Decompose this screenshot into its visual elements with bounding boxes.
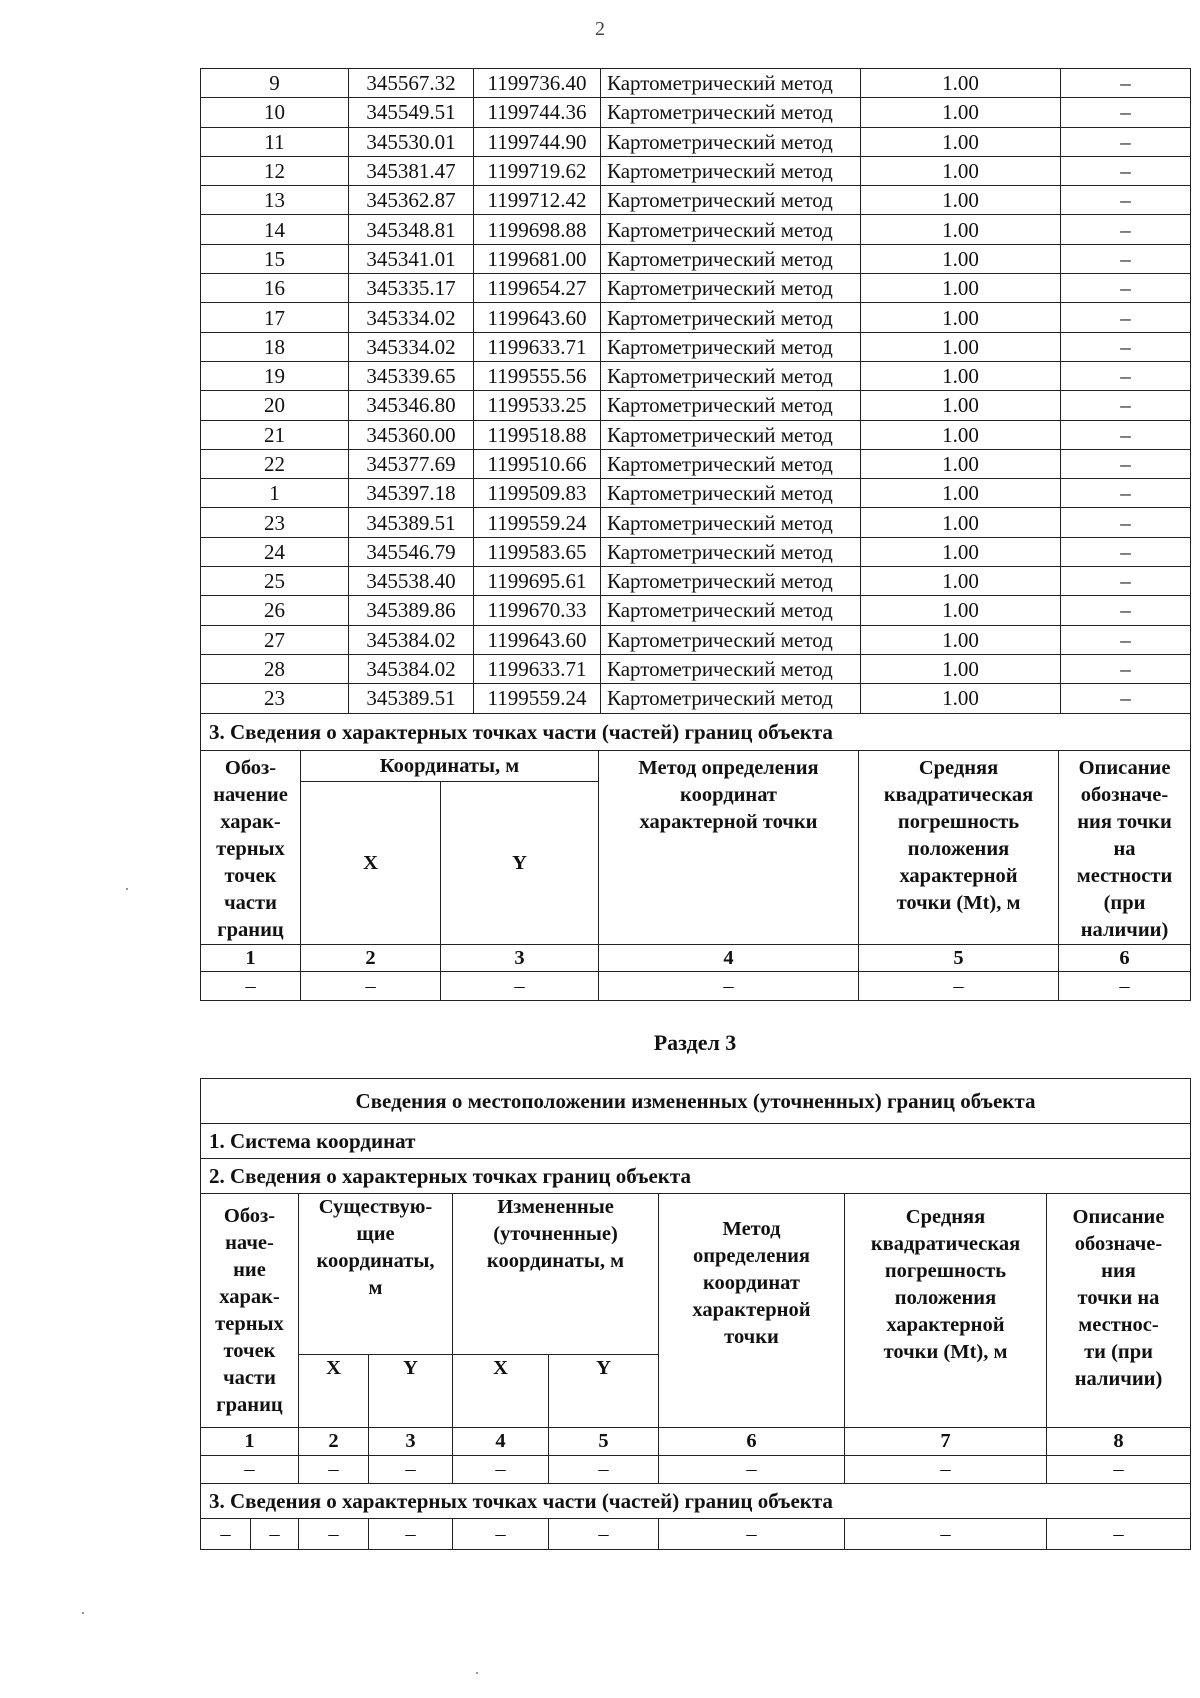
error: 1.00 [861, 420, 1061, 449]
parts-points-table [200, 750, 1191, 1001]
coord-y: 1199681.00 [474, 244, 601, 273]
error: 1.00 [861, 156, 1061, 185]
point-number: 15 [201, 244, 349, 273]
empty-cell: – [549, 1456, 659, 1484]
empty-cell: – [201, 1456, 299, 1484]
coord-x: 345334.02 [349, 332, 474, 361]
coord-y: 1199719.62 [474, 156, 601, 185]
coord-y: 1199559.24 [474, 684, 601, 713]
section-3-title: 3. Сведения о характерных точках части (частей) границ объекта [201, 713, 1191, 750]
description: – [1061, 479, 1191, 508]
coordinate-row [201, 479, 1191, 508]
error: 1.00 [861, 361, 1061, 390]
empty-cell: – [1047, 1519, 1191, 1550]
point-number: 22 [201, 449, 349, 478]
error: 1.00 [861, 684, 1061, 713]
method: Картометрический метод [601, 625, 861, 654]
column-number: 4 [599, 945, 859, 972]
coord-x: 345546.79 [349, 537, 474, 566]
coord-x: 345362.87 [349, 186, 474, 215]
column-number: 1 [201, 945, 301, 972]
coord-y: 1199654.27 [474, 274, 601, 303]
description: – [1061, 625, 1191, 654]
error: 1.00 [861, 332, 1061, 361]
coordinate-row [201, 244, 1191, 273]
method: Картометрический метод [601, 69, 861, 98]
coordinate-row [201, 274, 1191, 303]
coordinate-row [201, 449, 1191, 478]
method: Картометрический метод [601, 567, 861, 596]
method: Картометрический метод [601, 449, 861, 478]
column-number: 3 [441, 945, 599, 972]
coordinate-row [201, 420, 1191, 449]
coord-y: 1199643.60 [474, 303, 601, 332]
parts-header-row [201, 751, 1191, 782]
coord-y: 1199555.56 [474, 361, 601, 390]
coord-y: 1199698.88 [474, 215, 601, 244]
method: Картометрический метод [601, 156, 861, 185]
empty-cell: – [453, 1456, 549, 1484]
point-number: 28 [201, 654, 349, 683]
t2-parts-empty-row [201, 1519, 1191, 1550]
empty-cell: – [659, 1456, 845, 1484]
description: – [1061, 69, 1191, 98]
point-number: 20 [201, 391, 349, 420]
description: – [1061, 215, 1191, 244]
header-y: Y [441, 782, 599, 945]
empty-cell: – [845, 1519, 1047, 1550]
coordinate-row [201, 332, 1191, 361]
coord-y: 1199744.36 [474, 98, 601, 127]
coord-y: 1199510.66 [474, 449, 601, 478]
empty-cell: – [251, 1519, 299, 1550]
description: – [1061, 449, 1191, 478]
point-number: 9 [201, 69, 349, 98]
column-number: 6 [1059, 945, 1191, 972]
error: 1.00 [861, 596, 1061, 625]
t2-header-x2: X [453, 1355, 549, 1428]
point-number: 23 [201, 684, 349, 713]
method: Картометрический метод [601, 274, 861, 303]
changed-boundaries-table [200, 1078, 1191, 1550]
description: – [1061, 420, 1191, 449]
empty-cell: – [453, 1519, 549, 1550]
method: Картометрический метод [601, 420, 861, 449]
description: – [1061, 274, 1191, 303]
coord-x: 345360.00 [349, 420, 474, 449]
error: 1.00 [861, 186, 1061, 215]
coord-x: 345397.18 [349, 479, 474, 508]
coordinate-row [201, 508, 1191, 537]
coord-x: 345384.02 [349, 654, 474, 683]
empty-cell: – [659, 1519, 845, 1550]
coord-system-label: 1. Система координат [201, 1124, 1191, 1159]
coordinate-row [201, 391, 1191, 420]
description: – [1061, 98, 1191, 127]
empty-cell: – [599, 972, 859, 1001]
error: 1.00 [861, 244, 1061, 273]
description: – [1061, 156, 1191, 185]
empty-cell: – [299, 1456, 369, 1484]
error: 1.00 [861, 274, 1061, 303]
point-number: 25 [201, 567, 349, 596]
point-number: 13 [201, 186, 349, 215]
header-description: Описание обозначе- ния точки на местности (при наличии) [1059, 751, 1191, 945]
coord-y: 1199559.24 [474, 508, 601, 537]
point-number: 12 [201, 156, 349, 185]
error: 1.00 [861, 449, 1061, 478]
coord-y: 1199736.40 [474, 69, 601, 98]
coord-y: 1199633.71 [474, 332, 601, 361]
empty-cell: – [301, 972, 441, 1001]
parts-column-numbers-row [201, 945, 1191, 972]
coord-y: 1199633.71 [474, 654, 601, 683]
t2-header-error: Средняя квадратическая погрешность положения характерной точки (Mt), м [845, 1194, 1047, 1428]
empty-cell: – [201, 972, 301, 1001]
point-number: 10 [201, 98, 349, 127]
t2-header-existing: Существую- щие координаты, м [299, 1194, 453, 1355]
error: 1.00 [861, 537, 1061, 566]
description: – [1061, 567, 1191, 596]
empty-cell: – [1047, 1456, 1191, 1484]
method: Картометрический метод [601, 479, 861, 508]
empty-cell: – [299, 1519, 369, 1550]
point-number: 11 [201, 127, 349, 156]
coordinate-row [201, 69, 1191, 98]
table2-title-row [201, 1079, 1191, 1124]
coordinates-table [200, 68, 1191, 751]
method: Картометрический метод [601, 186, 861, 215]
description: – [1061, 596, 1191, 625]
description: – [1061, 127, 1191, 156]
column-number: 5 [549, 1428, 659, 1456]
point-number: 17 [201, 303, 349, 332]
method: Картометрический метод [601, 215, 861, 244]
error: 1.00 [861, 303, 1061, 332]
method: Картометрический метод [601, 654, 861, 683]
point-number: 23 [201, 508, 349, 537]
column-number: 8 [1047, 1428, 1191, 1456]
error: 1.00 [861, 625, 1061, 654]
column-number: 6 [659, 1428, 845, 1456]
t2-header-y2: Y [549, 1355, 659, 1428]
scan-speck [82, 1612, 84, 1614]
t2-header-method: Метод определения координат характерной точки [659, 1194, 845, 1428]
method: Картометрический метод [601, 537, 861, 566]
error: 1.00 [861, 69, 1061, 98]
method: Картометрический метод [601, 596, 861, 625]
header-coordinates: Координаты, м [301, 751, 599, 782]
t2-parts-title: 3. Сведения о характерных точках части (частей) границ объекта [201, 1484, 1191, 1519]
point-number: 14 [201, 215, 349, 244]
column-number: 5 [859, 945, 1059, 972]
coord-y: 1199744.90 [474, 127, 601, 156]
coord-x: 345348.81 [349, 215, 474, 244]
coord-y: 1199695.61 [474, 567, 601, 596]
empty-cell: – [369, 1456, 453, 1484]
coord-x: 345389.86 [349, 596, 474, 625]
description: – [1061, 332, 1191, 361]
method: Картометрический метод [601, 244, 861, 273]
t2-column-numbers-row [201, 1428, 1191, 1456]
coord-x: 345530.01 [349, 127, 474, 156]
empty-cell: – [549, 1519, 659, 1550]
coord-x: 345389.51 [349, 684, 474, 713]
section-3-title-row [201, 713, 1191, 750]
coord-y: 1199670.33 [474, 596, 601, 625]
coord-y: 1199583.65 [474, 537, 601, 566]
point-number: 1 [201, 479, 349, 508]
header-method: Метод определения координат характерной точки [599, 751, 859, 945]
header-error: Средняя квадратическая погрешность положения характерной точки (Mt), м [859, 751, 1059, 945]
parts-empty-row [201, 972, 1191, 1001]
coordinate-row [201, 215, 1191, 244]
coordinate-row [201, 596, 1191, 625]
point-number: 27 [201, 625, 349, 654]
coordinate-row [201, 98, 1191, 127]
error: 1.00 [861, 391, 1061, 420]
empty-cell: – [201, 1519, 251, 1550]
description: – [1061, 684, 1191, 713]
coord-x: 345346.80 [349, 391, 474, 420]
point-number: 26 [201, 596, 349, 625]
coord-y: 1199643.60 [474, 625, 601, 654]
coordinate-row [201, 186, 1191, 215]
coordinate-row [201, 654, 1191, 683]
coord-x: 345341.01 [349, 244, 474, 273]
coord-x: 345334.02 [349, 303, 474, 332]
header-designation: Обоз- начение харак- терных точек части границ [201, 751, 301, 945]
coordinate-row [201, 537, 1191, 566]
description: – [1061, 303, 1191, 332]
column-number: 2 [301, 945, 441, 972]
t2-header-description: Описание обозначе- ния точки на местнос- ти (при наличии) [1047, 1194, 1191, 1428]
coord-x: 345381.47 [349, 156, 474, 185]
coordinate-row [201, 684, 1191, 713]
description: – [1061, 391, 1191, 420]
coord-y: 1199533.25 [474, 391, 601, 420]
coordinate-row [201, 567, 1191, 596]
coordinate-row [201, 361, 1191, 390]
empty-cell: – [369, 1519, 453, 1550]
section-3-heading: Раздел 3 [653, 1030, 737, 1055]
description: – [1061, 508, 1191, 537]
column-number: 1 [201, 1428, 299, 1456]
table2-header-row [201, 1194, 1191, 1355]
method: Картометрический метод [601, 332, 861, 361]
coord-y: 1199509.83 [474, 479, 601, 508]
error: 1.00 [861, 127, 1061, 156]
coord-x: 345549.51 [349, 98, 474, 127]
empty-cell: – [1059, 972, 1191, 1001]
coord-x: 345538.40 [349, 567, 474, 596]
method: Картометрический метод [601, 127, 861, 156]
coord-y: 1199712.42 [474, 186, 601, 215]
method: Картометрический метод [601, 684, 861, 713]
coord-y: 1199518.88 [474, 420, 601, 449]
error: 1.00 [861, 567, 1061, 596]
coord-x: 345389.51 [349, 508, 474, 537]
description: – [1061, 244, 1191, 273]
scan-speck [476, 1672, 478, 1674]
column-number: 2 [299, 1428, 369, 1456]
points-title: 2. Сведения о характерных точках границ объекта [201, 1159, 1191, 1194]
description: – [1061, 654, 1191, 683]
coord-system-row [201, 1124, 1191, 1159]
table2-title: Сведения о местоположении измененных (уточненных) границ объекта [201, 1079, 1191, 1124]
page-number: 2 [595, 18, 605, 40]
method: Картометрический метод [601, 303, 861, 332]
column-number: 7 [845, 1428, 1047, 1456]
column-number: 4 [453, 1428, 549, 1456]
point-number: 19 [201, 361, 349, 390]
scan-speck [126, 888, 128, 890]
t2-parts-title-row [201, 1484, 1191, 1519]
coord-x: 345335.17 [349, 274, 474, 303]
empty-cell: – [441, 972, 599, 1001]
method: Картометрический метод [601, 98, 861, 127]
point-number: 18 [201, 332, 349, 361]
coord-x: 345567.32 [349, 69, 474, 98]
empty-cell: – [859, 972, 1059, 1001]
coordinate-row [201, 127, 1191, 156]
coord-x: 345377.69 [349, 449, 474, 478]
description: – [1061, 537, 1191, 566]
coord-x: 345339.65 [349, 361, 474, 390]
t2-header-changed: Измененные (уточненные) координаты, м [453, 1194, 659, 1355]
description: – [1061, 186, 1191, 215]
error: 1.00 [861, 215, 1061, 244]
method: Картометрический метод [601, 508, 861, 537]
point-number: 21 [201, 420, 349, 449]
coordinates-table-body [201, 69, 1191, 714]
error: 1.00 [861, 654, 1061, 683]
t2-header-x1: X [299, 1355, 369, 1428]
header-x: X [301, 782, 441, 945]
t2-header-designation: Обоз- наче- ние харак- терных точек части границ [201, 1194, 299, 1428]
coordinate-row [201, 303, 1191, 332]
coordinate-row [201, 625, 1191, 654]
method: Картометрический метод [601, 361, 861, 390]
point-number: 16 [201, 274, 349, 303]
points-title-row [201, 1159, 1191, 1194]
t2-empty-row [201, 1456, 1191, 1484]
error: 1.00 [861, 479, 1061, 508]
coord-x: 345384.02 [349, 625, 474, 654]
error: 1.00 [861, 98, 1061, 127]
empty-cell: – [845, 1456, 1047, 1484]
error: 1.00 [861, 508, 1061, 537]
t2-header-y1: Y [369, 1355, 453, 1428]
point-number: 24 [201, 537, 349, 566]
description: – [1061, 361, 1191, 390]
coordinate-row [201, 156, 1191, 185]
method: Картометрический метод [601, 391, 861, 420]
column-number: 3 [369, 1428, 453, 1456]
